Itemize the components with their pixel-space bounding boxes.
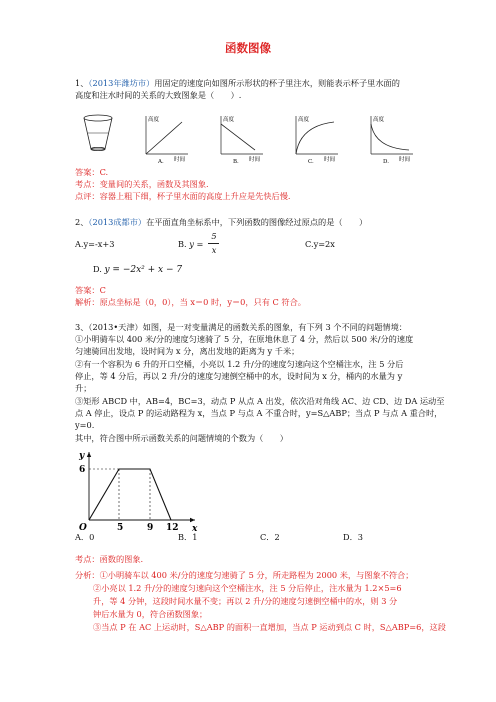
graph-a — [146, 115, 188, 164]
q2-option-b-y: y = — [189, 239, 204, 249]
q2-option-b-denominator: x — [211, 245, 217, 255]
q1-line1 — [75, 78, 400, 89]
q2-number: 2、 — [75, 217, 89, 227]
q3-x-label: x — [192, 524, 198, 532]
q2-stem: 在平面直角坐标系中，下列函数的图像经过原点的是（ ） — [146, 217, 368, 227]
q2-source: （2013成都市） — [88, 217, 147, 227]
q3-y-arrow — [87, 452, 91, 457]
q2-option-c: C.y=2x — [305, 239, 335, 249]
q3-option-c: C．2 — [260, 532, 280, 542]
graph-c-ylabel: 高度 — [298, 117, 310, 123]
graph-a-tag: A. — [158, 159, 164, 164]
q1-number: 1、 — [75, 78, 89, 88]
q2-option-d-label: D. — [93, 264, 102, 274]
q3-line10: 其中，符合图中所示函数关系的问题情境的个数为（ ） — [75, 433, 288, 443]
cup-figure — [82, 113, 114, 155]
q3-y-label: y — [79, 451, 85, 461]
q3-fenxi-1: 分析：①小明骑车以 400 米/分的速度匀速骑了 5 分，所走路程为 2000 米，与图象不符合； — [75, 570, 414, 580]
q3-line9: y=0. — [75, 420, 95, 430]
q3-x-tick-12: 12 — [166, 523, 179, 532]
q3-line1: 3、（2013•天津）如图，是一对变量满足的函数关系的图象，有下列 3 个不同的问题情境： — [75, 322, 407, 332]
q3-fenxi-2: ②小亮以 1.2 升/分的速度匀速向这个空桶注水，注 5 分后停止，注水量为 1.2×5=6 — [93, 583, 402, 593]
q2-option-b-label: B. — [178, 239, 187, 249]
q2-option-a: A.y=-x+3 — [75, 239, 115, 249]
graph-d-tag: D. — [383, 159, 389, 164]
q3-line7: ③矩形 ABCD 中，AB=4，BC=3，动点 P 从点 A 出发，依次沿对角线 AC、边 CD、边 DA 运动至 — [75, 396, 445, 406]
q2-fraction-bar — [208, 243, 219, 244]
q2-option-b — [178, 239, 203, 250]
q1-graphs — [138, 110, 428, 164]
q3-option-a: A．0 — [75, 532, 95, 542]
graph-d-xlabel: 时间 — [399, 157, 411, 163]
q3-option-b: B．1 — [178, 532, 198, 542]
q3-trapezoid-line — [89, 469, 171, 520]
q3-fenxi-4: 钟后水量为 0，符合函数图象； — [93, 609, 208, 619]
q2-option-b-numerator: 5 — [211, 231, 217, 241]
q1-answer: 答案：C. — [75, 167, 109, 177]
graph-b — [221, 115, 263, 164]
q3-origin: O — [79, 523, 87, 532]
q3-x-tick-9: 9 — [147, 523, 154, 532]
q3-x-tick-5: 5 — [117, 523, 124, 532]
graph-b-tag: B. — [233, 159, 239, 164]
q3-option-d: D．3 — [343, 532, 363, 542]
q1-source: （2013年潍坊市） — [88, 78, 155, 88]
graph-d-ylabel: 高度 — [373, 117, 385, 123]
graph-b-xlabel: 时间 — [249, 157, 261, 163]
graph-c-xlabel: 时间 — [324, 157, 336, 163]
q3-line3: 匀速骑回出发地，设时间为 x 分，离出发地的距离为 y 千米； — [75, 346, 300, 356]
q3-line5: 停止，等 4 分后，再以 2 升/分的速度匀速倒空桶中的水，设时间为 x 分，桶内的水量为 y — [75, 371, 403, 381]
graph-c-tag: C. — [308, 159, 314, 164]
q3-line8: 点 A 停止，设点 P 的运动路程为 x，当点 P 与点 A 不重合时，y=S△ABP；当点 P 与点 A 重合时， — [75, 408, 443, 418]
q3-fenxi-3: 升，等 4 分钟，这段时间水量不变；再以 2 升/分的速度匀速倒空桶中的水，则 3 分 — [93, 596, 398, 606]
q1-stem: 用固定的速度向如图所示形状的杯子里注水，则能表示杯子里水面的 — [154, 78, 400, 88]
q3-x-arrow — [190, 518, 195, 522]
graph-a-xlabel: 时间 — [174, 157, 186, 163]
q3-line6: 升； — [75, 383, 92, 393]
q1-line2: 高度和注水时间的关系的大致图象是（ ）. — [75, 90, 242, 100]
q2-option-d-expr: y = −2x² + x − 7 — [104, 265, 183, 275]
q2-answer: 答案：C — [75, 285, 106, 295]
q2-line1 — [75, 217, 367, 228]
q2-jiexi: 解析：原点坐标是（0，0），当 x＝0 时，y＝0，只有 C 符合。 — [75, 297, 306, 307]
q3-line4: ②有一个容积为 6 升的开口空桶，小亮以 1.2 升/分的速度匀速向这个空桶注水，注 5 分后 — [75, 359, 404, 369]
graph-c — [296, 115, 338, 164]
q3-line2: ①小明骑车以 400 米/分的速度匀速骑了 5 分，在原地休息了 4 分，然后以 500 米/分的速度 — [75, 334, 414, 344]
graph-b-ylabel: 高度 — [223, 117, 235, 123]
q3-graph — [75, 446, 205, 532]
q3-y-tick-6: 6 — [79, 465, 86, 475]
graph-a-ylabel: 高度 — [148, 117, 160, 123]
page-title: 函数图像 — [225, 41, 271, 55]
q3-kaodian: 考点：函数的图象. — [75, 554, 144, 564]
q1-kaodian: 考点：变量间的关系，函数及其图象. — [75, 179, 209, 189]
q3-fenxi-5: ③当点 P 在 AC 上运动时，S△ABP 的面积一直增加，当点 P 运动到点 C 时，S△ABP=6，这段 — [93, 622, 446, 632]
q2-option-d — [93, 264, 182, 276]
graph-d — [371, 115, 413, 164]
q1-dianping: 点评：容器上粗下细，杯子里水面的高度上升应是先快后慢. — [75, 191, 291, 201]
